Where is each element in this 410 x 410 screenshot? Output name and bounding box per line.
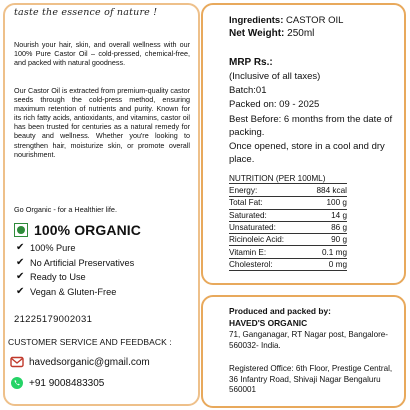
nutrient-name: Energy: [229, 185, 305, 197]
intro-paragraph: Nourish your hair, skin, and overall wellness with our 100% Pure Castor Oil – cold-pressed, chemical-free, and packed with natural goodness. [14, 40, 190, 68]
nutrient-name: Unsaturated: [229, 221, 305, 233]
net-weight-label: Net Weight: [229, 28, 285, 39]
customer-service-heading: CUSTOMER SERVICE AND FEEDBACK : [8, 337, 172, 347]
check-icon: ✔ [16, 285, 25, 297]
ingredients [229, 15, 343, 26]
email-icon [10, 355, 24, 369]
feature-item [16, 270, 134, 285]
phone-contact[interactable] [10, 376, 104, 390]
ingredients-value: CASTOR OIL [286, 15, 344, 26]
veg-symbol-icon [14, 223, 28, 237]
nutrient-value: 100 g [305, 197, 347, 209]
ingredients-label: Ingredients: [229, 15, 284, 26]
company-name: HAVED'S ORGANIC [229, 318, 308, 328]
feature-item [16, 241, 134, 256]
feature-label: Vegan & Gluten-Free [30, 286, 117, 297]
feature-label: 100% Pure [30, 243, 76, 253]
feature-list [16, 241, 134, 299]
packed-date: Packed on: 09 - 2025 [229, 99, 320, 110]
tagline: taste the essence of nature ! [14, 7, 158, 18]
storage-instructions: Once opened, store in a cool and dry place. [229, 141, 385, 165]
registered-office: Registered Office: 6th Floor, Prestige Central, 36 Infantry Road, Shivaji Nagar Bengaluru 560001 [229, 364, 393, 394]
nutrient-value: 0 mg [305, 258, 347, 270]
check-icon: ✔ [16, 271, 25, 282]
nutrient-name: Saturated: [229, 209, 305, 221]
nutrient-name: Total Fat: [229, 197, 305, 209]
go-organic-slogan: Go Organic - for a Healthier life. [14, 205, 118, 214]
nutrient-value: 86 g [305, 221, 347, 233]
feature-item [16, 256, 134, 271]
email-address[interactable]: havedsorganic@gmail.com [29, 356, 150, 368]
email-contact[interactable] [10, 355, 150, 369]
check-icon: ✔ [16, 256, 25, 268]
phone-number[interactable]: +91 9008483305 [29, 377, 105, 389]
nutrient-value: 0.1 mg [305, 246, 347, 258]
feature-item [16, 285, 134, 300]
check-icon: ✔ [16, 242, 25, 253]
organic-badge [14, 222, 141, 238]
mrp-label: MRP Rs.: [229, 57, 273, 68]
net-weight [229, 28, 314, 39]
nutrient-value: 14 g [305, 209, 347, 221]
batch-number: Batch:01 [229, 85, 267, 96]
produced-by-heading: Produced and packed by: [229, 306, 331, 316]
barcode-number: 21225179002031 [14, 314, 93, 325]
whatsapp-icon [10, 376, 24, 390]
table-row [229, 258, 347, 270]
table-row [229, 209, 347, 221]
table-row [229, 246, 347, 258]
nutrient-name: Vitamin E: [229, 246, 305, 258]
table-row [229, 197, 347, 209]
organic-title: 100% ORGANIC [34, 222, 142, 238]
table-row [229, 185, 347, 197]
nutrient-value: 90 g [305, 234, 347, 246]
nutrient-name: Ricinoleic Acid: [229, 234, 305, 246]
feature-label: Ready to Use [30, 272, 86, 282]
nutrition-heading: NUTRITION (PER 100ML) [229, 174, 347, 184]
feature-label: No Artificial Preservatives [30, 257, 135, 268]
nutrition-table [229, 185, 347, 271]
net-weight-value: 250ml [287, 28, 315, 39]
best-before: Best Before: 6 months from the date of packing. [229, 114, 393, 138]
nutrient-value: 884 kcal [305, 185, 347, 197]
description-paragraph: Our Castor Oil is extracted from premium-quality castor seeds through the cold-press method, ensuring maximum retention of nutrients and purity. Known for its rich fatty acids, antioxidants, and vitamins, castor oil has been trusted for centuries as a natural remedy for beauty and wellness. Whether you're looking to strengthen hair, moisturize skin, or promote overall nourishment. [14, 86, 190, 159]
nutrient-name: Cholesterol: [229, 258, 305, 270]
tax-note: (Inclusive of all taxes) [229, 71, 321, 82]
table-row [229, 221, 347, 233]
table-row [229, 234, 347, 246]
factory-address: 71, Ganganagar, RT Nagar post, Bangalore- 560032- India. [229, 330, 388, 350]
